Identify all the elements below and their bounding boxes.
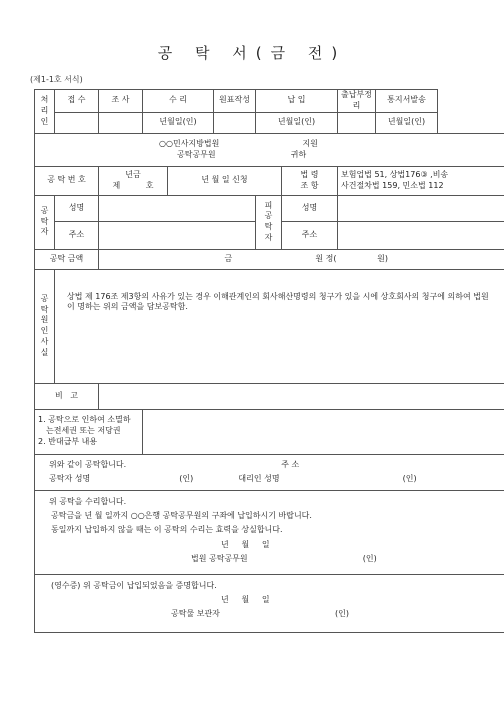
depositor-name-label: 성명 <box>55 195 99 221</box>
law-clause-text <box>338 166 504 195</box>
col-investigation: 조 사 <box>99 90 143 113</box>
court-official: 공탁공무원 <box>177 149 216 159</box>
receipt-block <box>35 574 504 632</box>
extinct-label <box>35 409 143 454</box>
extinct-line-1: 1. 공탁으로 인하여 소멸하 <box>38 415 131 425</box>
depositor-label: 공 탁 자 <box>35 195 55 249</box>
agent-sign-label: 대리인 성명 <box>238 473 280 483</box>
deposit-number-value[interactable] <box>99 166 168 195</box>
apply-date[interactable]: 년 월 일 신청 <box>168 166 282 195</box>
receipt-line-1: (영수증) 위 공탁금이 납입되었음을 증명합니다. <box>51 580 217 590</box>
page-title: 공 탁 서(금 전) <box>157 44 347 62</box>
cause-label: 공 탁 원 인 사 실 <box>35 269 55 383</box>
receipt-keeper: 공탁물 보관자 <box>171 609 220 619</box>
payee-name-label: 성명 <box>282 195 338 221</box>
form-number: (제1-1호 서식) <box>30 75 83 84</box>
depositor-name-field[interactable] <box>99 195 256 221</box>
cell-ledger-empty[interactable] <box>214 112 256 133</box>
extinct-field[interactable] <box>143 409 504 454</box>
depositor-sign-label: 공탁자 성명 <box>49 473 91 483</box>
court-addressee <box>35 133 504 166</box>
amount-field[interactable] <box>99 249 504 269</box>
payee-addr-label: 주소 <box>282 221 338 249</box>
processing-header-text: 처 리 인 <box>40 95 49 126</box>
acceptance-block <box>35 490 504 574</box>
acceptance-line-2: 공탁금을 년 월 일까지 ○○은행 공탁공무원의 구좌에 납입하시기 바랍니다. <box>51 510 312 520</box>
depositor-addr-field[interactable] <box>99 221 256 249</box>
cell-notice-date[interactable]: 년월일(인) <box>376 112 438 133</box>
cell-payment-date[interactable]: 년월일(인) <box>256 112 338 133</box>
cell-receipt-empty[interactable] <box>55 112 99 133</box>
cause-text: 상법 제 176조 제3항의 사유가 있는 경우 이해관계인의 회사해산명령의 청구가 있을 시에 상호회사의 청구에 의하여 법원이 명하는 위의 금액을 담보공탁함. <box>55 269 504 383</box>
acceptance-line-3: 동일까지 납입하지 않을 때는 이 공탁의 수리는 효력을 상실합니다. <box>51 525 283 535</box>
law-clause-label <box>282 166 338 195</box>
amount-label: 공탁 금액 <box>35 249 99 269</box>
application-address-label: 주 소 <box>281 459 300 469</box>
law-text-1: 보험업법 51, 상법176③ ,비송 <box>341 169 449 179</box>
processing-header <box>35 90 55 134</box>
law-text-2: 사건절차법 159, 민소법 112 <box>341 180 444 190</box>
extinct-line-3: 2. 반대급부 내용 <box>38 436 98 446</box>
payee-addr-field[interactable] <box>338 221 504 249</box>
depositor-seal[interactable]: (인) <box>179 473 194 483</box>
payee-label: 피 공 탁 자 <box>256 195 282 249</box>
payee-name-field[interactable] <box>338 195 504 221</box>
col-payment: 납 입 <box>256 90 338 113</box>
law-label-1: 법 령 <box>300 169 319 179</box>
acceptance-line-1: 위 공탁을 수리합니다. <box>49 496 127 506</box>
law-label-2: 조 항 <box>300 180 319 190</box>
agent-seal[interactable]: (인) <box>402 473 417 483</box>
col-receipt: 접 수 <box>55 90 99 113</box>
amount-suffix: 원 정( 원) <box>315 253 389 263</box>
cell-cashbook-empty[interactable] <box>338 112 376 133</box>
col-acceptance: 수 리 <box>143 90 214 113</box>
acceptance-seal[interactable]: (인) <box>362 554 377 564</box>
acceptance-official: 법원 공탁공무원 <box>191 554 248 564</box>
col-notice: 통지서발송 <box>376 90 438 113</box>
cell-investigation-empty[interactable] <box>99 112 143 133</box>
application-block <box>35 454 504 490</box>
amount-prefix: 금 <box>224 253 233 263</box>
deposit-number-label: 공 탁 번 호 <box>35 166 99 195</box>
court-name: ○○민사지방법원 <box>159 138 220 148</box>
deposit-year-label: 년금 <box>125 169 141 179</box>
remarks-field[interactable] <box>99 383 504 409</box>
application-statement: 위와 같이 공탁합니다. <box>49 459 127 469</box>
remarks-label: 비 고 <box>35 383 99 409</box>
deposit-form <box>34 89 504 633</box>
extinct-line-2: 는전세권 또는 저당권 <box>46 426 121 436</box>
col-cash-book: 출납부정리 <box>338 90 376 113</box>
court-branch: 지원 <box>302 138 318 148</box>
receipt-seal[interactable]: (인) <box>335 609 349 619</box>
deposit-no-label: 제 호 <box>112 180 154 190</box>
cell-acceptance-date[interactable]: 년월일(인) <box>143 112 214 133</box>
col-ledger: 원표작성 <box>214 90 256 113</box>
court-honorific: 귀하 <box>290 149 307 159</box>
depositor-addr-label: 주소 <box>55 221 99 249</box>
acceptance-date[interactable]: 년 월 일 <box>221 539 270 549</box>
receipt-date[interactable]: 년 월 일 <box>221 594 270 604</box>
